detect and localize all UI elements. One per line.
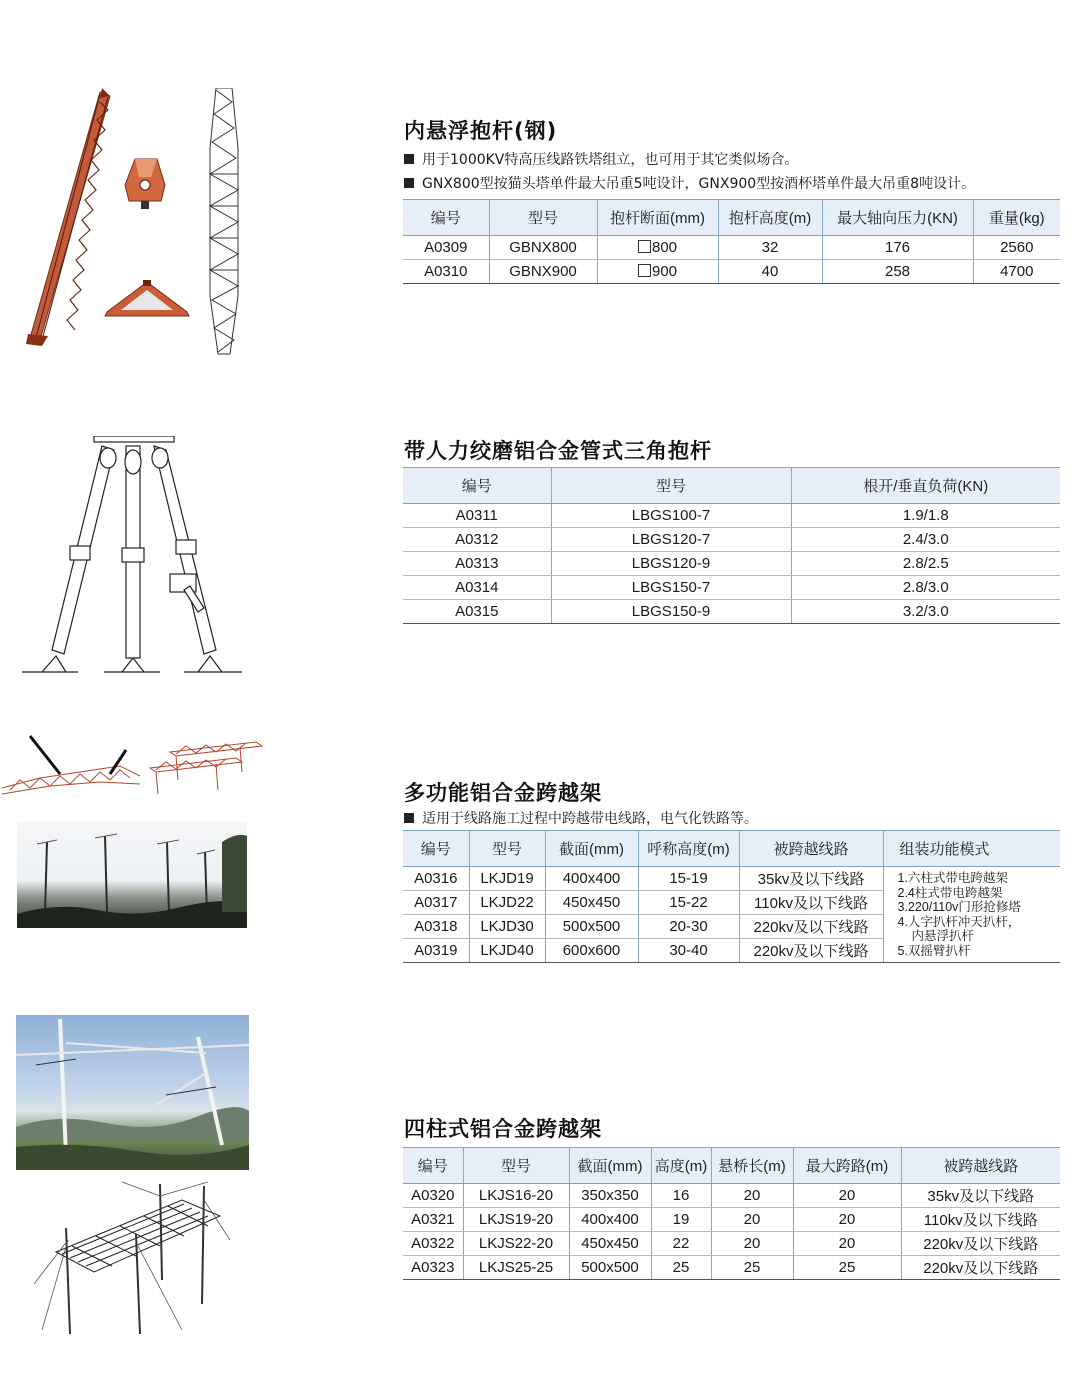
table-cell: LKJD22 bbox=[469, 891, 545, 915]
table-cell: 25 bbox=[651, 1256, 711, 1280]
mode-item: 4.人字扒杆冲天扒杆， bbox=[897, 914, 1021, 929]
table-cell: 176 bbox=[822, 236, 973, 260]
table-cell-value: 900 bbox=[651, 263, 678, 280]
table-cell: A0321 bbox=[403, 1208, 463, 1232]
table-cell: 20-30 bbox=[638, 915, 739, 939]
spec-table-four-column-frame bbox=[403, 1147, 1060, 1280]
four-column-frame-drawing bbox=[32, 1180, 232, 1338]
table-row bbox=[403, 528, 1060, 552]
table-cell: A0322 bbox=[403, 1232, 463, 1256]
table-cell: 20 bbox=[793, 1184, 901, 1208]
table-cell: 20 bbox=[793, 1208, 901, 1232]
header-cell: 悬桥长(m) bbox=[711, 1148, 793, 1184]
tripod-pole-illustration bbox=[20, 436, 245, 676]
table-cell: A0320 bbox=[403, 1184, 463, 1208]
header-cell: 截面(mm) bbox=[545, 831, 638, 867]
table-cell: 32 bbox=[718, 236, 822, 260]
header-cell: 抱杆断面(mm) bbox=[597, 200, 718, 236]
table-cell: 220kv及以下线路 bbox=[739, 915, 883, 939]
table-cell: 16 bbox=[651, 1184, 711, 1208]
table-row bbox=[403, 600, 1060, 624]
table-cell: A0323 bbox=[403, 1256, 463, 1280]
table-cell: 25 bbox=[711, 1256, 793, 1280]
table-cell: LKJS19-20 bbox=[463, 1208, 569, 1232]
table-cell: LBGS120-9 bbox=[551, 552, 791, 576]
table-cell: 258 bbox=[822, 260, 973, 284]
mast-top-bracket-illustration bbox=[121, 155, 169, 215]
table-cell: 2.8/2.5 bbox=[791, 552, 1060, 576]
table-row bbox=[403, 1184, 1060, 1208]
bullet-square-icon bbox=[404, 813, 414, 823]
table-cell: 1.9/1.8 bbox=[791, 504, 1060, 528]
table-cell: 30-40 bbox=[638, 939, 739, 963]
table-cell: 400x400 bbox=[545, 867, 638, 891]
table-cell: 500x500 bbox=[545, 915, 638, 939]
four-column-frame-photo bbox=[16, 1015, 249, 1170]
bullet-square-icon bbox=[404, 178, 414, 188]
section-title-inner-suspension-pole: 内悬浮抱杆(钢) bbox=[404, 119, 558, 143]
table-cell: GBNX900 bbox=[489, 260, 597, 284]
table-cell: LKJS16-20 bbox=[463, 1184, 569, 1208]
table-cell: 22 bbox=[651, 1232, 711, 1256]
table-cell: 15-19 bbox=[638, 867, 739, 891]
table-row bbox=[403, 552, 1060, 576]
bullet-design bbox=[404, 173, 975, 193]
table-cell: 40 bbox=[718, 260, 822, 284]
table-cell: A0312 bbox=[403, 528, 551, 552]
mode-item: 3.220/110v门形抢修塔 bbox=[897, 900, 1021, 914]
section-title-tripod-pole: 带人力绞磨铝合金管式三角抱杆 bbox=[404, 439, 712, 463]
mode-item: 5.双摇臂扒杆 bbox=[897, 943, 971, 958]
table-row bbox=[403, 260, 1060, 284]
table-cell-value: 800 bbox=[651, 239, 678, 256]
table-cell: 20 bbox=[711, 1232, 793, 1256]
header-cell: 编号 bbox=[403, 200, 489, 236]
table-cell: LBGS120-7 bbox=[551, 528, 791, 552]
table-cell: A0319 bbox=[403, 939, 469, 963]
table-cell: 15-22 bbox=[638, 891, 739, 915]
table-header-row bbox=[403, 468, 1060, 504]
spec-table-multifunction-frame bbox=[403, 830, 1060, 963]
table-row bbox=[403, 236, 1060, 260]
header-cell: 组装功能模式 bbox=[883, 831, 1060, 867]
table-row bbox=[403, 576, 1060, 600]
bullet-square-icon bbox=[404, 154, 414, 164]
bullet-text: GNX800型按猫头塔单件最大吊重5吨设计，GNX900型按酒杯塔单件最大吊重8吨设计。 bbox=[422, 176, 976, 192]
header-cell: 被跨越线路 bbox=[901, 1148, 1060, 1184]
table-row bbox=[403, 1256, 1060, 1280]
header-cell: 高度(m) bbox=[651, 1148, 711, 1184]
table-header-row bbox=[403, 200, 1060, 236]
header-cell: 型号 bbox=[469, 831, 545, 867]
table-cell: 3.2/3.0 bbox=[791, 600, 1060, 624]
table-cell: A0313 bbox=[403, 552, 551, 576]
header-cell: 编号 bbox=[403, 831, 469, 867]
header-cell: 型号 bbox=[551, 468, 791, 504]
mode-item: 内悬浮扒杆 bbox=[911, 929, 975, 943]
square-section-icon bbox=[638, 264, 651, 277]
header-cell: 被跨越线路 bbox=[739, 831, 883, 867]
table-cell: 2.4/3.0 bbox=[791, 528, 1060, 552]
bullet-text: 用于1000KV特高压线路铁塔组立，也可用于其它类似场合。 bbox=[422, 152, 799, 168]
table-cell: 500x500 bbox=[569, 1256, 651, 1280]
section-title-multifunction-frame: 多功能铝合金跨越架 bbox=[404, 781, 602, 805]
table-cell: 20 bbox=[711, 1208, 793, 1232]
bullet-application bbox=[404, 808, 758, 828]
table-cell: LKJS22-20 bbox=[463, 1232, 569, 1256]
table-cell: A0316 bbox=[403, 867, 469, 891]
header-cell: 型号 bbox=[463, 1148, 569, 1184]
spec-table-inner-suspension-pole bbox=[403, 199, 1060, 284]
header-cell: 截面(mm) bbox=[569, 1148, 651, 1184]
header-cell: 最大轴向压力(KN) bbox=[822, 200, 973, 236]
table-cell: LBGS150-7 bbox=[551, 576, 791, 600]
table-cell bbox=[597, 260, 718, 284]
table-cell: A0314 bbox=[403, 576, 551, 600]
table-row bbox=[403, 1232, 1060, 1256]
table-cell: A0317 bbox=[403, 891, 469, 915]
table-header-row bbox=[403, 831, 1060, 867]
table-cell: 2560 bbox=[973, 236, 1060, 260]
table-cell: 110kv及以下线路 bbox=[901, 1208, 1060, 1232]
table-cell: 220kv及以下线路 bbox=[901, 1256, 1060, 1280]
spec-table-tripod-pole bbox=[403, 467, 1060, 624]
table-cell: 4700 bbox=[973, 260, 1060, 284]
header-cell: 重量(kg) bbox=[973, 200, 1060, 236]
section-title-four-column-frame: 四柱式铝合金跨越架 bbox=[404, 1117, 602, 1141]
mode-item: 2.4柱式带电跨越架 bbox=[897, 885, 1003, 900]
table-row bbox=[403, 867, 1060, 891]
lattice-mast-illustration bbox=[206, 88, 242, 356]
bullet-text: 适用于线路施工过程中跨越带电线路，电气化铁路等。 bbox=[422, 811, 758, 827]
table-row bbox=[403, 504, 1060, 528]
table-cell: A0318 bbox=[403, 915, 469, 939]
table-cell: 20 bbox=[793, 1232, 901, 1256]
table-cell: 19 bbox=[651, 1208, 711, 1232]
table-cell: A0315 bbox=[403, 600, 551, 624]
header-cell: 根开/垂直负荷(KN) bbox=[791, 468, 1060, 504]
table-cell bbox=[597, 236, 718, 260]
header-cell: 呼称高度(m) bbox=[638, 831, 739, 867]
table-cell: LBGS150-9 bbox=[551, 600, 791, 624]
assembly-modes-cell bbox=[883, 867, 1060, 963]
table-cell: LKJS25-25 bbox=[463, 1256, 569, 1280]
table-cell: LKJD30 bbox=[469, 915, 545, 939]
table-cell: 220kv及以下线路 bbox=[901, 1232, 1060, 1256]
header-cell: 编号 bbox=[403, 468, 551, 504]
header-cell: 抱杆高度(m) bbox=[718, 200, 822, 236]
table-cell: 110kv及以下线路 bbox=[739, 891, 883, 915]
table-cell: 600x600 bbox=[545, 939, 638, 963]
crossing-frame-photo bbox=[17, 822, 247, 928]
header-cell: 编号 bbox=[403, 1148, 463, 1184]
table-row bbox=[403, 1208, 1060, 1232]
table-cell: 400x400 bbox=[569, 1208, 651, 1232]
table-cell: A0311 bbox=[403, 504, 551, 528]
table-cell: 20 bbox=[711, 1184, 793, 1208]
table-cell: A0309 bbox=[403, 236, 489, 260]
header-cell: 最大跨路(m) bbox=[793, 1148, 901, 1184]
table-cell: LKJD19 bbox=[469, 867, 545, 891]
header-cell: 型号 bbox=[489, 200, 597, 236]
mast-base-bracket-illustration bbox=[103, 280, 191, 320]
table-cell: LKJD40 bbox=[469, 939, 545, 963]
square-section-icon bbox=[638, 240, 651, 253]
table-cell: 450x450 bbox=[569, 1232, 651, 1256]
crossing-frame-drawing bbox=[0, 728, 265, 802]
table-cell: A0310 bbox=[403, 260, 489, 284]
mode-item: 1.六柱式带电跨越架 bbox=[897, 871, 1008, 885]
table-cell: GBNX800 bbox=[489, 236, 597, 260]
table-cell: 450x450 bbox=[545, 891, 638, 915]
table-header-row bbox=[403, 1148, 1060, 1184]
table-cell: 2.8/3.0 bbox=[791, 576, 1060, 600]
table-cell: LBGS100-7 bbox=[551, 504, 791, 528]
table-cell: 35kv及以下线路 bbox=[739, 867, 883, 891]
bullet-usage bbox=[404, 149, 798, 169]
table-cell: 350x350 bbox=[569, 1184, 651, 1208]
table-cell: 35kv及以下线路 bbox=[901, 1184, 1060, 1208]
table-cell: 220kv及以下线路 bbox=[739, 939, 883, 963]
table-cell: 25 bbox=[793, 1256, 901, 1280]
